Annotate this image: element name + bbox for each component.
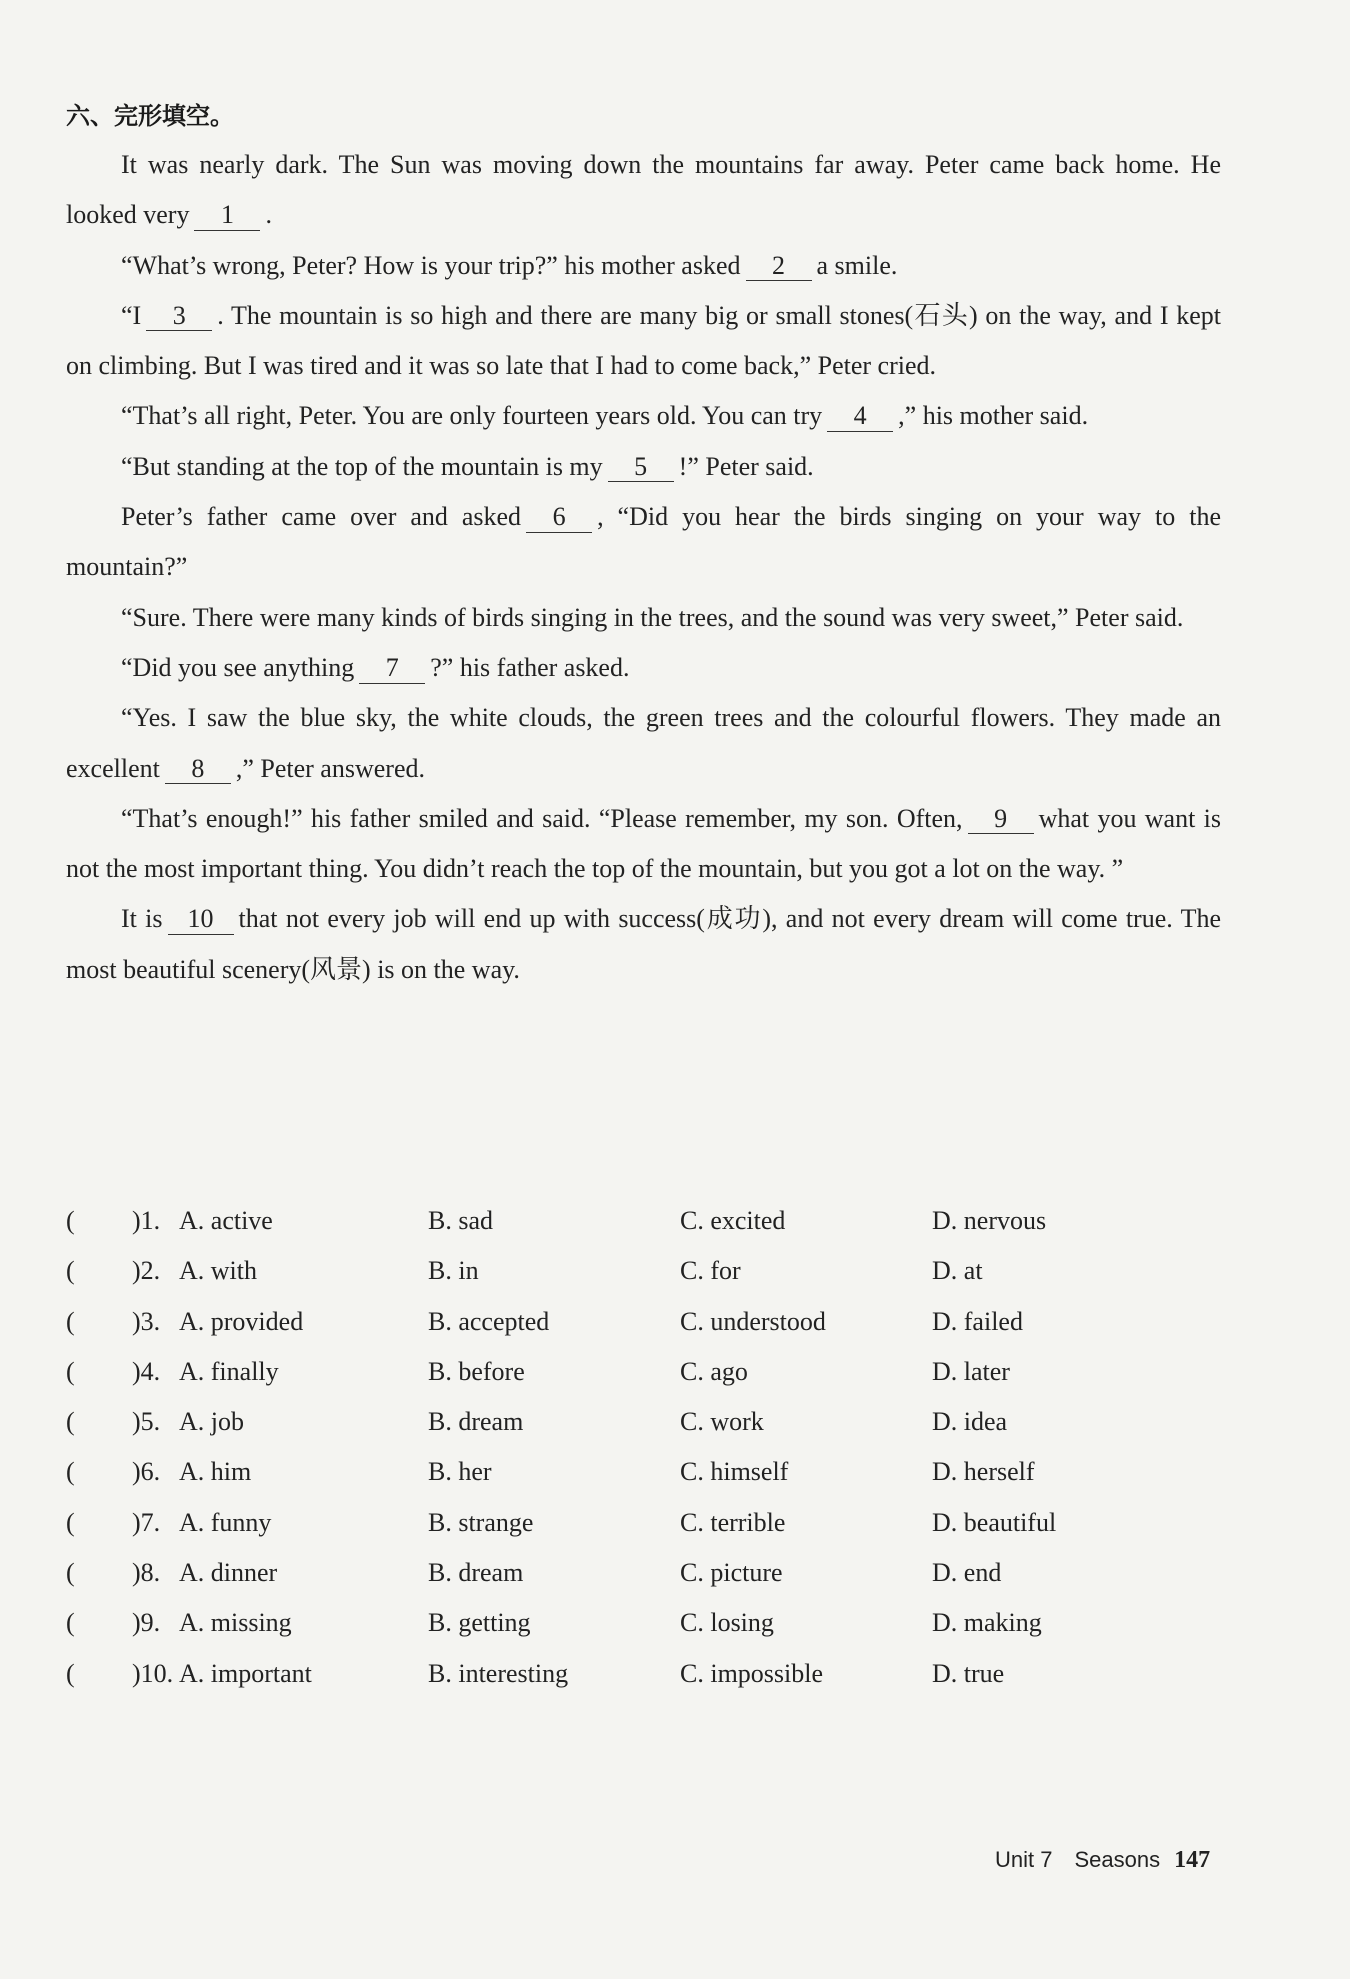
blank-3: 3 <box>146 302 212 332</box>
option-d: D. end <box>932 1558 1002 1588</box>
question-row <box>66 1347 1226 1397</box>
answer-paren: ( <box>66 1256 75 1286</box>
passage-paragraph <box>66 492 1221 593</box>
blank-7: 7 <box>359 654 425 684</box>
question-number: )10. <box>132 1658 174 1688</box>
question-number: )9. <box>132 1608 161 1638</box>
footer-title: Seasons <box>1074 1847 1161 1872</box>
blank-10: 10 <box>168 905 234 935</box>
option-a: A. finally <box>179 1356 279 1386</box>
passage-text: , “Did you hear the birds singing on your way to the mountain?” <box>66 502 1221 582</box>
option-a: A. important <box>179 1658 312 1688</box>
question-row <box>66 1196 1226 1246</box>
blank-8: 8 <box>165 755 231 785</box>
answer-options <box>66 1196 1226 1699</box>
passage-paragraph <box>66 291 1221 392</box>
passage-paragraph <box>66 140 1221 241</box>
option-b: B. strange <box>428 1507 534 1537</box>
option-d: D. beautiful <box>932 1507 1057 1537</box>
passage-paragraph <box>66 693 1221 794</box>
passage-text: what you want is not the most important thing. You didn’t reach the top of the mountain, but you got a lot on the way. ” <box>66 803 1222 884</box>
option-a: A. dinner <box>179 1558 278 1588</box>
option-d: D. herself <box>932 1457 1035 1487</box>
option-b: B. her <box>428 1457 492 1487</box>
question-number: )2. <box>132 1256 161 1286</box>
option-a: A. active <box>179 1206 273 1235</box>
option-b: B. dream <box>428 1558 524 1588</box>
option-b: B. interesting <box>428 1658 569 1688</box>
blank-1: 1 <box>194 201 260 231</box>
option-d: D. nervous <box>932 1206 1047 1235</box>
passage-text: ,” his mother said. <box>898 401 1089 431</box>
question-number: )3. <box>132 1306 161 1336</box>
passage-text: It was nearly dark. The Sun was moving down the mountains far away. Peter came back home. He looked very <box>66 150 1221 230</box>
question-row <box>66 1246 1226 1296</box>
answer-paren: ( <box>66 1206 75 1235</box>
passage-paragraph <box>66 593 1221 643</box>
passage-text: that not every job will end up with success(成功), and not every dream will come true. The most beautiful scenery(风景) is on the way. <box>66 904 1221 984</box>
blank-5: 5 <box>608 453 674 483</box>
question-row <box>66 1548 1226 1598</box>
question-row <box>66 1297 1226 1347</box>
answer-paren: ( <box>66 1507 75 1537</box>
option-a: A. job <box>179 1407 244 1437</box>
passage-paragraph <box>66 794 1221 895</box>
answer-paren: ( <box>66 1356 75 1386</box>
blank-2: 2 <box>746 252 812 282</box>
footer-unit: Unit 7 <box>995 1847 1053 1872</box>
question-row <box>66 1498 1226 1548</box>
question-row <box>66 1447 1226 1497</box>
question-row <box>66 1649 1226 1699</box>
passage-text: “Did you see anything <box>121 652 355 682</box>
passage-paragraph <box>66 391 1221 441</box>
question-number: )7. <box>132 1507 161 1537</box>
option-d: D. true <box>932 1658 1005 1688</box>
passage-text: a smile. <box>816 250 898 280</box>
blank-4: 4 <box>827 402 893 432</box>
passage-text: “Yes. I saw the blue sky, the white clouds, the green trees and the colourful flowers. They made an excellent <box>66 703 1221 783</box>
option-a: A. missing <box>179 1608 292 1638</box>
option-c: C. excited <box>680 1206 786 1235</box>
passage-paragraph <box>66 894 1221 995</box>
passage-text: “What’s wrong, Peter? How is your trip?” his mother asked <box>121 250 741 280</box>
option-d: D. later <box>932 1356 1010 1386</box>
option-b: B. getting <box>428 1608 531 1638</box>
option-a: A. with <box>179 1256 257 1286</box>
passage-paragraph <box>66 643 1221 693</box>
option-c: C. losing <box>680 1608 774 1638</box>
answer-paren: ( <box>66 1457 75 1487</box>
cloze-passage <box>66 140 1221 995</box>
answer-paren: ( <box>66 1306 75 1336</box>
option-b: B. in <box>428 1256 479 1286</box>
passage-text: “I <box>121 300 142 330</box>
option-b: B. before <box>428 1356 525 1386</box>
question-number: )6. <box>132 1457 161 1487</box>
option-d: D. idea <box>932 1407 1008 1437</box>
passage-text: ?” his father asked. <box>430 652 630 682</box>
passage-text: “That’s all right, Peter. You are only fourteen years old. You can try <box>121 401 823 431</box>
answer-paren: ( <box>66 1558 75 1588</box>
passage-text: . <box>265 200 272 230</box>
option-a: A. him <box>179 1457 252 1487</box>
option-c: C. impossible <box>680 1658 824 1688</box>
blank-9: 9 <box>968 805 1034 835</box>
option-c: C. ago <box>680 1356 748 1386</box>
question-number: )5. <box>132 1407 161 1437</box>
question-number: )4. <box>132 1356 161 1386</box>
option-c: C. terrible <box>680 1507 786 1537</box>
answer-paren: ( <box>66 1608 75 1638</box>
passage-paragraph <box>66 241 1221 291</box>
option-c: C. work <box>680 1407 764 1437</box>
option-c: C. understood <box>680 1306 826 1336</box>
passage-text: It is <box>121 904 163 934</box>
option-a: A. provided <box>179 1306 304 1336</box>
section-title: 六、完形填空。 <box>66 102 234 130</box>
passage-text: “That’s enough!” his father smiled and said. “Please remember, my son. Often, <box>121 803 963 833</box>
option-d: D. failed <box>932 1306 1023 1336</box>
passage-text: !” Peter said. <box>678 451 814 481</box>
answer-paren: ( <box>66 1658 75 1688</box>
question-number: )8. <box>132 1558 161 1588</box>
page-number: 147 <box>1174 1847 1211 1873</box>
option-c: C. picture <box>680 1558 783 1588</box>
page-footer <box>995 1847 1210 1874</box>
option-b: B. dream <box>428 1407 524 1437</box>
question-row <box>66 1598 1226 1648</box>
blank-6: 6 <box>526 503 592 533</box>
question-row <box>66 1397 1226 1447</box>
passage-text: “Sure. There were many kinds of birds singing in the trees, and the sound was very sweet,” Peter said. <box>121 602 1184 632</box>
passage-text: . The mountain is so high and there are many big or small stones(石头) on the way, and I kept on climbing. But I was tired and it was so late that I had to come back,” Peter cried. <box>66 300 1221 381</box>
option-c: C. for <box>680 1256 741 1286</box>
question-number: )1. <box>132 1206 161 1235</box>
option-b: B. sad <box>428 1206 493 1235</box>
option-c: C. himself <box>680 1457 789 1487</box>
passage-text: ,” Peter answered. <box>235 753 425 783</box>
option-b: B. accepted <box>428 1306 550 1336</box>
option-d: D. making <box>932 1608 1042 1638</box>
answer-paren: ( <box>66 1407 75 1437</box>
passage-text: “But standing at the top of the mountain is my <box>121 451 603 481</box>
option-d: D. at <box>932 1256 983 1286</box>
passage-paragraph <box>66 442 1221 492</box>
option-a: A. funny <box>179 1507 272 1537</box>
passage-text: Peter’s father came over and asked <box>121 502 522 532</box>
